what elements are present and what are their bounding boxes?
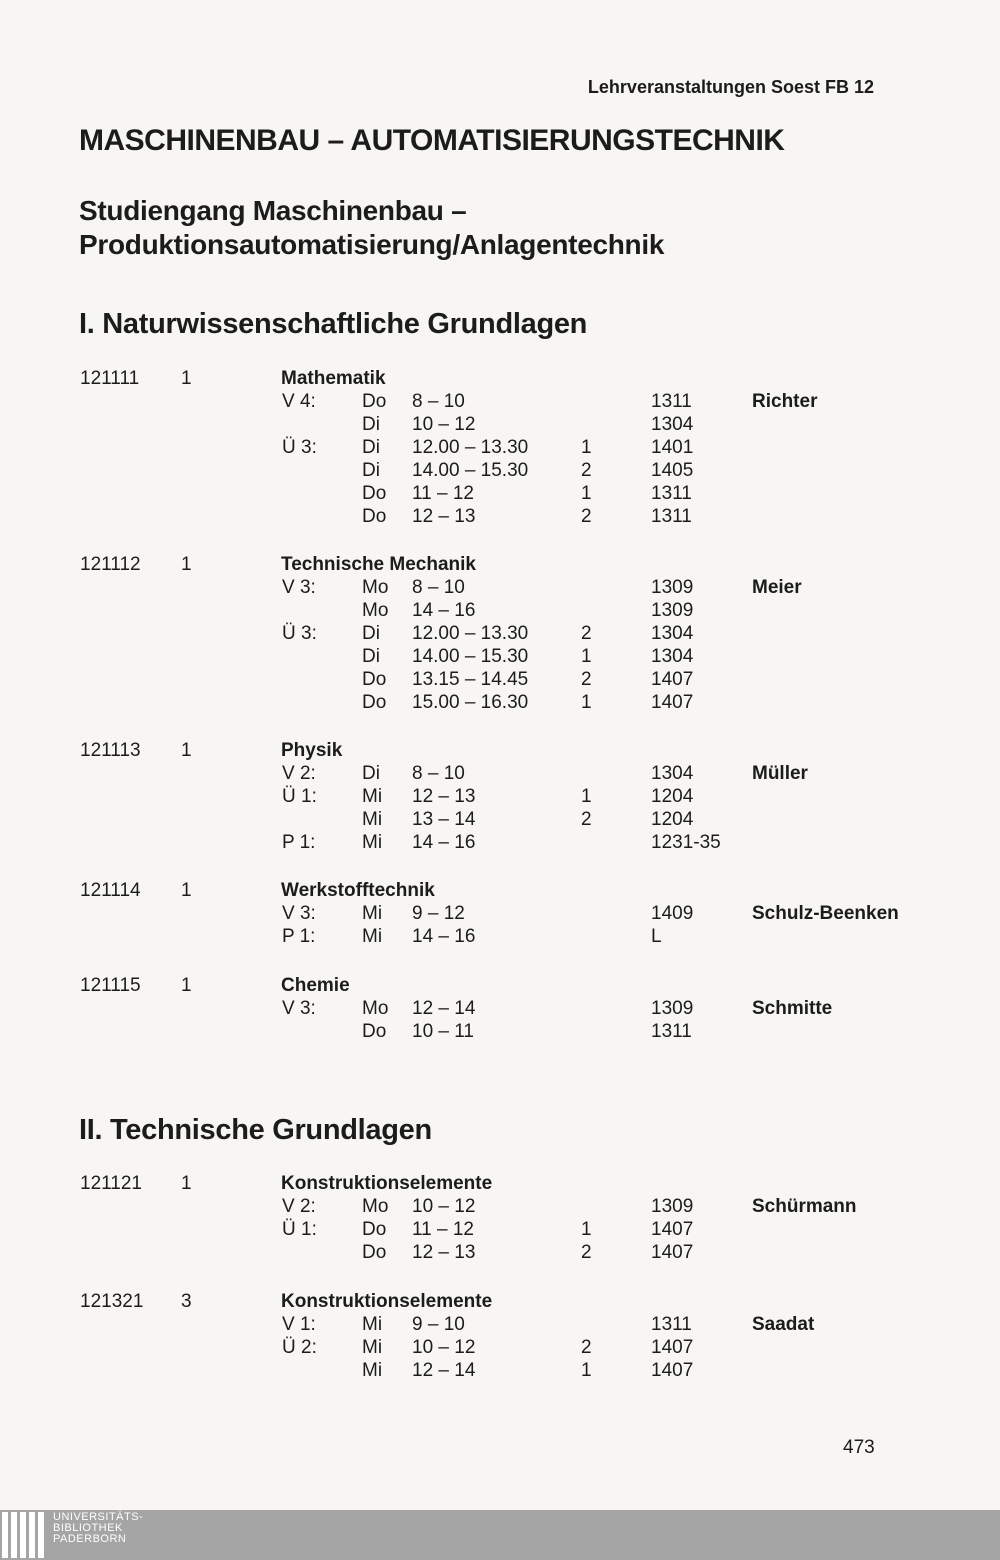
course-day: Di [362,763,380,784]
course-time: 12 – 14 [412,998,476,1019]
course-type: V 3: [282,903,316,924]
course-day: Mi [362,903,383,924]
course-group: 1 [581,1360,592,1381]
course-day: Mo [362,600,389,621]
course-room: 1405 [651,460,694,481]
course-room: 1407 [651,1337,694,1358]
course-room: 1304 [651,763,694,784]
subtitle-line-1: Studiengang Maschinenbau – [79,195,467,226]
course-semester: 1 [181,554,192,575]
schedule-row [0,414,1000,437]
course-time: 12 – 13 [412,786,476,807]
course-time: 14.00 – 15.30 [412,646,529,667]
course-group: 2 [581,460,592,481]
course-room: 1311 [651,1314,692,1335]
course-type: P 1: [282,926,316,947]
course-semester: 1 [181,368,192,389]
course-day: Do [362,1021,387,1042]
course-title: Konstruktionselemente [281,1291,493,1312]
course-room: 1231-35 [651,832,721,853]
course-title: Werkstofftechnik [281,880,435,901]
course-day: Do [362,1219,387,1240]
course-time: 13.15 – 14.45 [412,669,529,690]
schedule-row [0,646,1000,669]
course-day: Do [362,692,387,713]
course-group: 1 [581,646,592,667]
course-title: Konstruktionselemente [281,1173,493,1194]
course-time: 14.00 – 15.30 [412,460,529,481]
course-title: Physik [281,740,343,761]
course-group: 2 [581,809,592,830]
running-head: Lehrveranstaltungen Soest FB 12 [587,77,874,97]
course-time: 8 – 10 [412,577,465,598]
course-day: Di [362,646,380,667]
schedule-row [0,903,1000,926]
course-room: 1311 [651,483,692,504]
course-group: 2 [581,506,592,527]
schedule-row [0,623,1000,646]
course-group: 2 [581,669,592,690]
schedule-row [0,669,1000,692]
subtitle-line-2: Produktionsautomatisierung/Anlagentechnik [79,229,665,260]
course-lecturer: Meier [752,577,802,598]
course-time: 9 – 12 [412,903,465,924]
course-room: 1204 [651,786,694,807]
course-day: Mi [362,926,383,947]
course-semester: 3 [181,1291,192,1312]
course-room: 1401 [651,437,694,458]
course-type: P 1: [282,832,316,853]
schedule-row [0,786,1000,809]
course-day: Di [362,437,380,458]
schedule-row [0,763,1000,786]
course-day: Mo [362,998,389,1019]
course-time: 15.00 – 16.30 [412,692,529,713]
section-title: II. Technische Grundlagen [79,1114,432,1146]
course-type: V 2: [282,1196,316,1217]
course-time: 10 – 12 [412,1196,476,1217]
main-title: MASCHINENBAU – AUTOMATISIERUNGSTECHNIK [79,124,785,157]
schedule-row [0,1360,1000,1383]
course-room: 1304 [651,623,694,644]
course-type: V 3: [282,998,316,1019]
course-time: 12 – 14 [412,1360,476,1381]
course-time: 10 – 12 [412,1337,476,1358]
course-room: 1204 [651,809,694,830]
course-day: Do [362,506,387,527]
schedule-row [0,1219,1000,1242]
schedule-row [0,1196,1000,1219]
course-number: 121114 [80,880,141,901]
course-time: 11 – 12 [412,1219,474,1240]
course-type: Ü 1: [282,1219,317,1240]
course-day: Do [362,669,387,690]
course-room: 1304 [651,414,694,435]
course-title: Mathematik [281,368,386,389]
course-day: Di [362,414,380,435]
course-room: 1407 [651,692,694,713]
course-room: 1409 [651,903,694,924]
course-number: 121111 [80,368,140,389]
course-type: Ü 3: [282,437,317,458]
course-lecturer: Richter [752,391,818,412]
course-lecturer: Saadat [752,1314,815,1335]
course-type: V 4: [282,391,316,412]
course-time: 8 – 10 [412,391,465,412]
course-time: 14 – 16 [412,926,476,947]
course-time: 12.00 – 13.30 [412,623,529,644]
schedule-row [0,1242,1000,1265]
course-room: 1407 [651,1219,694,1240]
course-time: 10 – 11 [412,1021,474,1042]
course-day: Do [362,483,387,504]
course-day: Mi [362,1360,383,1381]
course-time: 14 – 16 [412,832,476,853]
course-day: Di [362,460,380,481]
course-lecturer: Schürmann [752,1196,857,1217]
course-time: 13 – 14 [412,809,476,830]
logo-line: UNIVERSITÄTS- [53,1511,144,1523]
course-group: 2 [581,623,592,644]
library-logo-text [53,1512,143,1545]
schedule-row [0,391,1000,414]
course-group: 1 [581,1219,592,1240]
course-type: V 3: [282,577,316,598]
course-semester: 1 [181,740,192,761]
schedule-row [0,998,1000,1021]
schedule-row [0,809,1000,832]
course-time: 14 – 16 [412,600,476,621]
course-room: 1311 [651,1021,692,1042]
course-time: 8 – 10 [412,763,465,784]
course-day: Mi [362,809,383,830]
logo-line: BIBLIOTHEK [53,1522,123,1534]
schedule-row [0,832,1000,855]
schedule-row [0,506,1000,529]
course-room: L [651,926,662,947]
course-group: 1 [581,437,592,458]
course-day: Mi [362,786,383,807]
course-semester: 1 [181,880,192,901]
schedule-row [0,692,1000,715]
course-number: 121113 [80,740,141,761]
logo-line: PADERBORN [53,1533,127,1545]
schedule-row [0,483,1000,506]
course-group: 1 [581,483,592,504]
course-lecturer: Schulz-Beenken [752,903,899,924]
course-type: V 1: [282,1314,316,1335]
course-lecturer: Schmitte [752,998,833,1019]
course-room: 1309 [651,998,694,1019]
course-room: 1309 [651,1196,694,1217]
course-title: Technische Mechanik [281,554,476,575]
course-day: Do [362,1242,387,1263]
course-number: 121321 [80,1291,144,1312]
course-semester: 1 [181,975,192,996]
section-title: I. Naturwissenschaftliche Grundlagen [79,308,588,340]
course-room: 1304 [651,646,694,667]
course-group: 2 [581,1337,592,1358]
course-room: 1309 [651,600,694,621]
course-day: Mo [362,577,389,598]
course-time: 12.00 – 13.30 [412,437,529,458]
course-time: 9 – 10 [412,1314,465,1335]
schedule-row [0,1337,1000,1360]
course-day: Mo [362,1196,389,1217]
course-room: 1407 [651,1360,694,1381]
schedule-row [0,926,1000,949]
course-lecturer: Müller [752,763,808,784]
page-number: 473 [843,1437,875,1458]
schedule-row [0,1314,1000,1337]
course-day: Mi [362,1337,383,1358]
course-number: 121112 [80,554,141,575]
course-day: Mi [362,1314,383,1335]
course-title: Chemie [281,975,350,996]
course-room: 1311 [651,391,692,412]
course-time: 12 – 13 [412,506,476,527]
course-room: 1407 [651,1242,694,1263]
subtitle [79,194,664,262]
course-type: Ü 2: [282,1337,317,1358]
course-room: 1311 [651,506,692,527]
schedule-row [0,1021,1000,1044]
footer-bar [0,1510,1000,1560]
course-time: 12 – 13 [412,1242,476,1263]
course-day: Do [362,391,387,412]
schedule-row [0,460,1000,483]
course-type: V 2: [282,763,316,784]
course-type: Ü 1: [282,786,317,807]
course-group: 2 [581,1242,592,1263]
course-time: 11 – 12 [412,483,474,504]
course-day: Di [362,623,380,644]
schedule-row [0,437,1000,460]
course-group: 1 [581,786,592,807]
course-time: 10 – 12 [412,414,476,435]
schedule-row [0,577,1000,600]
course-semester: 1 [181,1173,192,1194]
library-logo-icon [0,1512,50,1558]
course-room: 1309 [651,577,694,598]
course-number: 121121 [80,1173,142,1194]
course-type: Ü 3: [282,623,317,644]
course-room: 1407 [651,669,694,690]
course-group: 1 [581,692,592,713]
course-day: Mi [362,832,383,853]
course-number: 121115 [80,975,141,996]
schedule-row [0,600,1000,623]
